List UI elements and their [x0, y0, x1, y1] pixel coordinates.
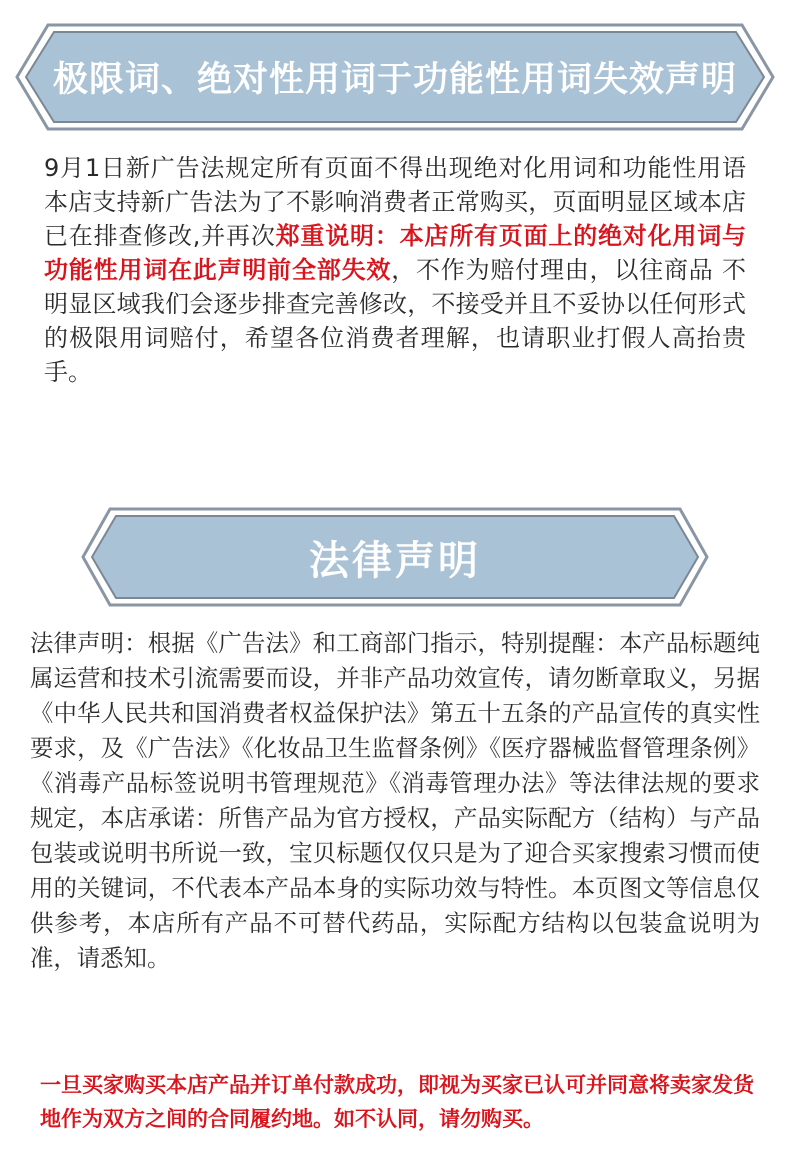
- footer-notice: 一旦买家购买本店产品并订单付款成功，即视为买家已认可并同意将卖家发货地作为双方之间的合同履约地。如不认同，请勿购买。: [40, 1073, 754, 1131]
- section1-highlight-text: 郑重说明：本店所有页面上的绝对化用词与功能性用词在此声明前全部失效: [44, 222, 746, 284]
- section1-text-after: ，不作为赔付理由，以往商品 不明显区域我们会逐步排查完善修改，不接受并且不妥协以任何形式的极限用词赔付，希望各位消费者理解，也请职业打假人高抬贵手。: [44, 256, 746, 386]
- section1-text-before: 9月1日新广告法规定所有页面不得出现绝对化用词和功能性用语本店支持新广告法为了不影响消费者正常购买，页面明显区域本店已在排查修改,并再次: [44, 154, 746, 250]
- section1-paragraph: [44, 151, 746, 389]
- section2-paragraph: 法律声明：根据《广告法》和工商部门指示，特别提醒：本产品标题纯属运营和技术引流需要而设，并非产品功效宣传，请勿断章取义，另据《中华人民共和国消费者权益保护法》第五十五条的产品宣传的真实性要求，及《广告法》《化妆品卫生监督条例》《医疗器械监督管理条例》《消毒产品标签说明书管理规范》《消毒管理办法》等法律法规的要求规定，本店承诺：所售产品为官方授权，产品实际配方（结构）与产品包装或说明书所说一致，宝贝标题仅仅只是为了迎合买家搜索习惯而使用的关键词，不代表本产品本身的实际功效与特性。本页图文等信息仅供参考，本店所有产品不可替代药品，实际配方结构以包装盒说明为准，请悉知。: [30, 629, 760, 972]
- section1-title: 极限词、绝对性用词于功能性用词失效声明: [52, 60, 737, 100]
- section2-title-banner: [80, 506, 710, 608]
- section1-title-banner: [14, 22, 776, 132]
- section2-title: 法律声明: [309, 537, 481, 584]
